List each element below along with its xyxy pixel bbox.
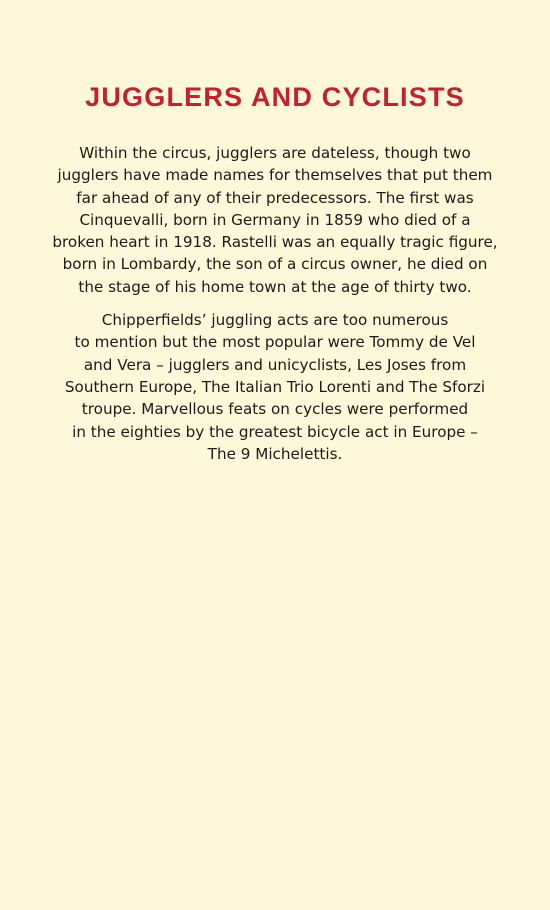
text-line: Southern Europe, The Italian Trio Lorenti and The Sforzi xyxy=(64,377,486,396)
text-line: troupe. Marvellous feats on cycles were performed xyxy=(81,400,469,419)
text-line: broken heart in 1918. Rastelli was an equally tragic figure, xyxy=(52,233,498,252)
text-line: and Vera – jugglers and unicyclists, Les Joses from xyxy=(83,355,467,374)
text-line: The 9 Michelettis. xyxy=(207,444,343,463)
text-line: to mention but the most popular were Tommy de Vel xyxy=(74,333,476,352)
text-line: Cinquevalli, born in Germany in 1859 who died of a xyxy=(79,210,471,229)
text-line: jugglers have made names for themselves that put them xyxy=(57,166,493,185)
chapter-heading: JUGGLERS AND CYCLISTS xyxy=(85,82,465,112)
text-line: far ahead of any of their predecessors. The first was xyxy=(76,188,474,207)
text-line: the stage of his home town at the age of thirty two. xyxy=(78,277,472,296)
paragraph-1 xyxy=(40,142,510,298)
text-line: born in Lombardy, the son of a circus owner, he died on xyxy=(62,255,488,274)
text-line: in the eighties by the greatest bicycle act in Europe – xyxy=(72,422,478,441)
text-line: Within the circus, jugglers are dateless, though two xyxy=(79,144,471,162)
body-text xyxy=(40,142,510,465)
text-line: Chipperfields’ juggling acts are too numerous xyxy=(101,311,449,330)
paragraph-2 xyxy=(40,309,510,465)
